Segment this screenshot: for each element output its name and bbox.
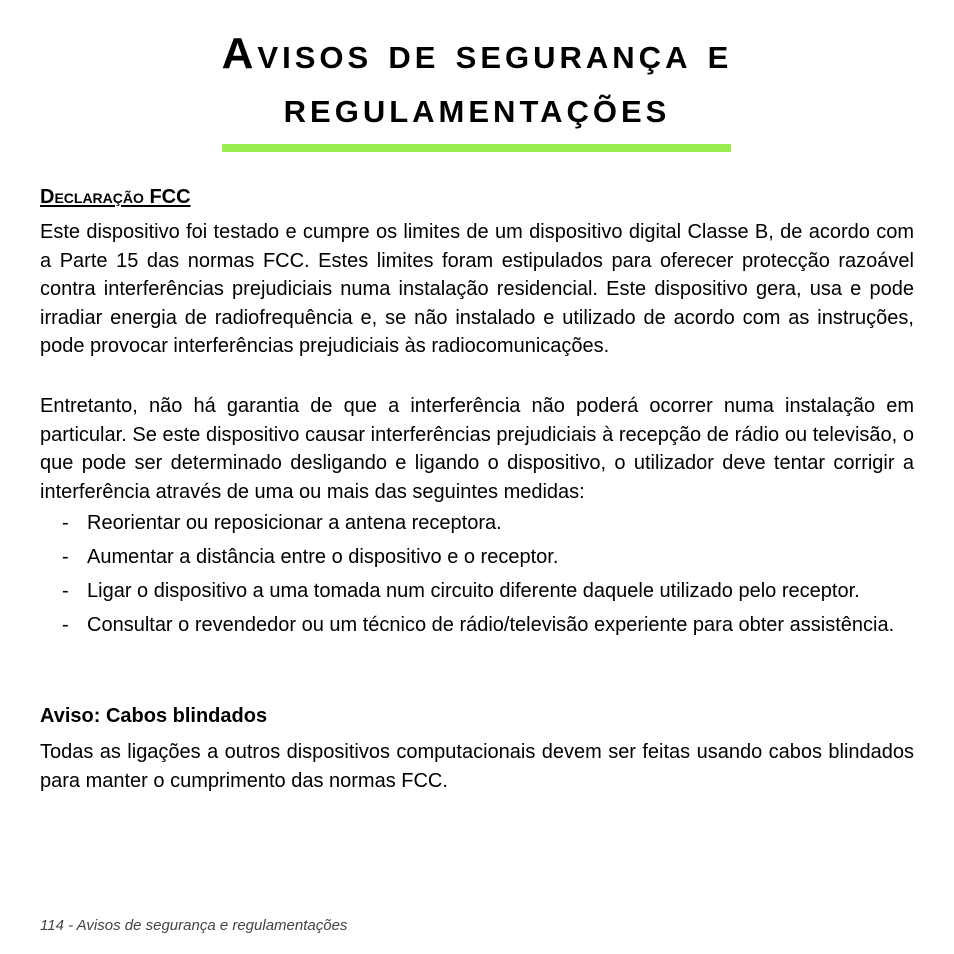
list-item <box>40 611 914 639</box>
list-bullet: - <box>62 580 69 602</box>
measures-list <box>40 509 914 645</box>
list-item-text: Ligar o dispositivo a uma tomada num circuito diferente daquele utilizado pelo receptor. <box>87 580 860 602</box>
notice-heading: Aviso: Cabos blindados <box>40 705 268 727</box>
title-underline-bar <box>222 144 731 152</box>
page-title-line-2: regulamentações <box>283 83 671 132</box>
list-bullet: - <box>62 546 69 568</box>
fcc-paragraph-2: Entretanto, não há garantia de que a interferência não poderá ocorrer numa instalação em particular. Se este dispositivo causar interferências prejudiciais à recepção de rádio ou televisão, o que pode ser determinado desligando e ligando o dispositivo, o utilizador deve tentar corrigir a interferência através de uma ou mais das seguintes medidas: <box>40 395 914 503</box>
list-bullet: - <box>62 614 69 636</box>
list-bullet: - <box>62 512 69 534</box>
fcc-paragraph-1: Este dispositivo foi testado e cumpre os limites de um dispositivo digital Classe B, de acordo com a Parte 15 das normas FCC. Estes limites foram estipulados para oferecer protecção razoável contra interferências prejudiciais numa instalação residencial. Este dispositivo gera, usa e pode irradiar energia de radiofrequência e, se não instalado e utilizado de acordo com as instruções, pode provocar interferências prejudiciais às radiocomunicações. <box>40 221 914 357</box>
list-item-text: Reorientar ou reposicionar a antena receptora. <box>87 512 502 534</box>
list-item <box>40 577 914 605</box>
list-item <box>40 509 914 537</box>
list-item-text: Consultar o revendedor ou um técnico de rádio/televisão experiente para obter assistência. <box>87 614 895 636</box>
section-heading-fcc: Declaração FCC <box>40 186 191 208</box>
list-item-text: Aumentar a distância entre o dispositivo e o receptor. <box>87 546 559 568</box>
page-footer: 114 - Avisos de segurança e regulamentações <box>40 917 348 934</box>
list-item <box>40 543 914 571</box>
page-title-line-1: Avisos de segurança e <box>221 29 733 78</box>
notice-paragraph: Todas as ligações a outros dispositivos computacionais devem ser feitas usando cabos blindados para manter o cumprimento das normas FCC. <box>40 741 914 792</box>
